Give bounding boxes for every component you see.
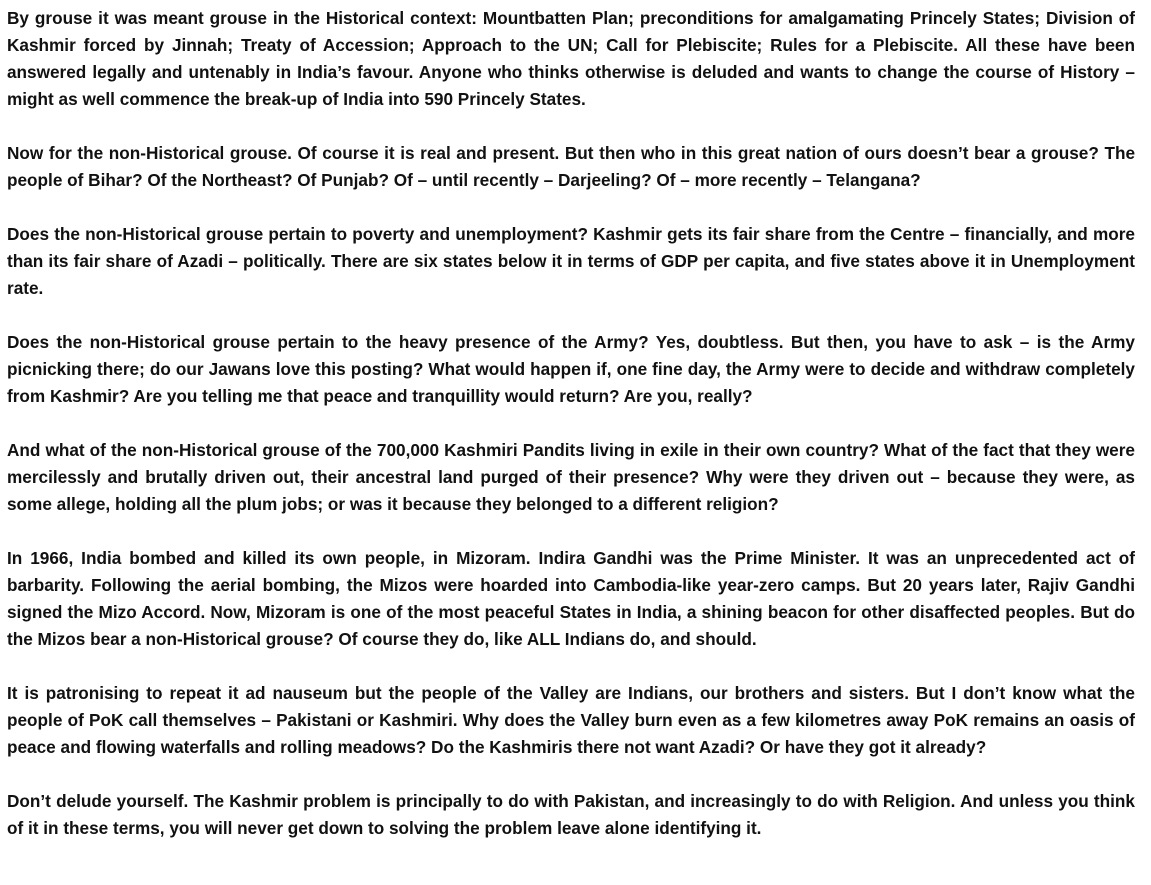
paragraph-kashmiri-pandits: And what of the non-Historical grouse of the 700,000 Kashmiri Pandits living in exile in their own country? What of the fact that they were mercilessly and brutally driven out, their ancestral land purged of their presence? Why were they driven out – because they were, as some allege, holding all the plum jobs; or was it because they belonged to a different religion? [7,440,1135,514]
paragraph-mizoram: In 1966, India bombed and killed its own people, in Mizoram. Indira Gandhi was the Prime Minister. It was an unprecedented act of barbarity. Following the aerial bombing, the Mizos were hoarded into Cambodia-like year-zero camps. But 20 years later, Rajiv Gandhi signed the Mizo Accord. Now, Mizoram is one of the most peaceful States in India, a shining beacon for other disaffected peoples. But do the Mizos bear a non-Historical grouse? Of course they do, like ALL Indians do, and should. [7,548,1135,649]
paragraph-conclusion: Don’t delude yourself. The Kashmir problem is principally to do with Pakistan, and increasingly to do with Religion. And unless you think of it in these terms, you will never get down to solving the problem leave alone identifying it. [7,791,1135,838]
paragraph-poverty-unemployment: Does the non-Historical grouse pertain to poverty and unemployment? Kashmir gets its fair share from the Centre – financially, and more than its fair share of Azadi – politically. There are six states below it in terms of GDP per capita, and five states above it in Unemployment rate. [7,224,1135,298]
paragraph-valley-and-pok: It is patronising to repeat it ad nauseum but the people of the Valley are Indians, our brothers and sisters. But I don’t know what the people of PoK call themselves – Pakistani or Kashmiri. Why does the Valley burn even as a few kilometres away PoK remains an oasis of peace and flowing waterfalls and rolling meadows? Do the Kashmiris there not want Azadi? Or have they got it already? [7,683,1135,757]
paragraph-army-presence: Does the non-Historical grouse pertain to the heavy presence of the Army? Yes, doubtless. But then, you have to ask – is the Army picnicking there; do our Jawans love this posting? What would happen if, one fine day, the Army were to decide and withdraw completely from Kashmir? Are you telling me that peace and tranquillity would return? Are you, really? [7,332,1135,406]
paragraph-non-historical-grouse: Now for the non-Historical grouse. Of course it is real and present. But then who in this great nation of ours doesn’t bear a grouse? The people of Bihar? Of the Northeast? Of Punjab? Of – until recently – Darjeeling? Of – more recently – Telangana? [7,143,1135,190]
paragraph-historical-context: By grouse it was meant grouse in the Historical context: Mountbatten Plan; preconditions for amalgamating Princely States; Division of Kashmir forced by Jinnah; Treaty of Accession; Approach to the UN; Call for Plebiscite; Rules for a Plebiscite. All these have been answered legally and untenably in India’s favour. Anyone who thinks otherwise is deluded and wants to change the course of History – might as well commence the break-up of India into 590 Princely States. [7,8,1135,109]
